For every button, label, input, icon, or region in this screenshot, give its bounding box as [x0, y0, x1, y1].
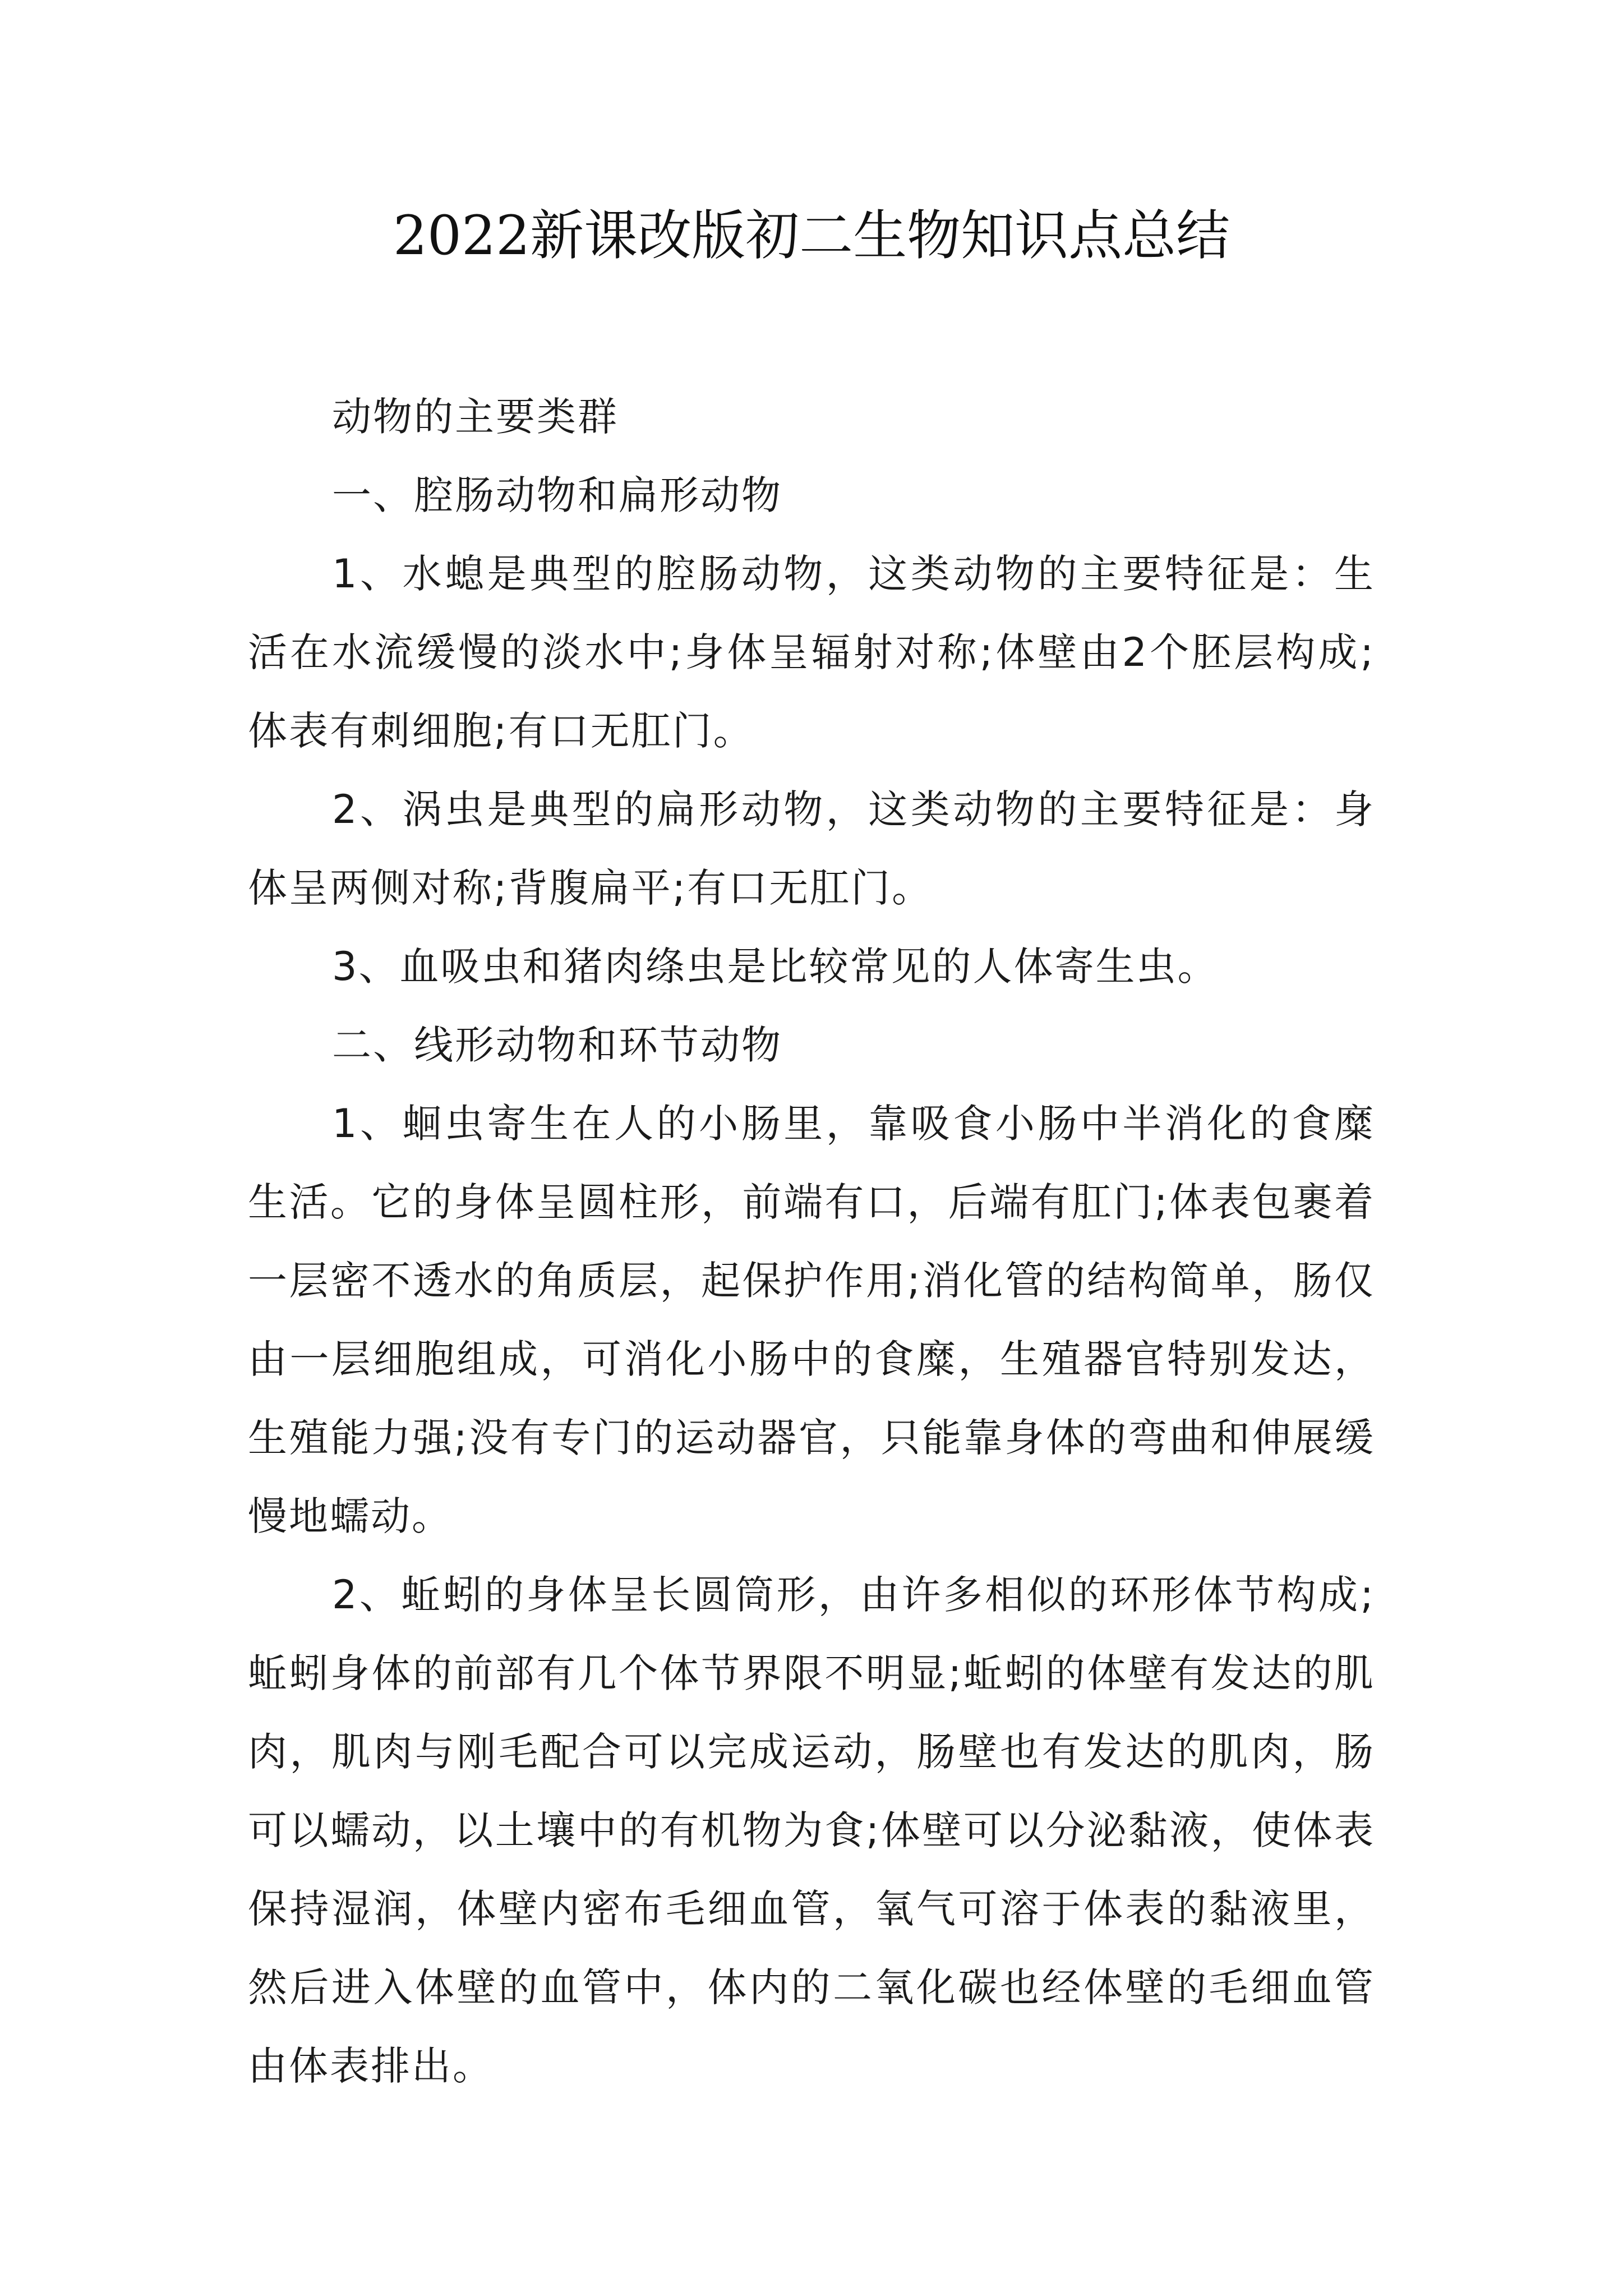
section-heading-coelenterates-flatworms: 一、腔肠动物和扁形动物 — [332, 472, 782, 518]
document-body — [248, 378, 1375, 2105]
section-heading-animal-groups: 动物的主要类群 — [332, 394, 619, 440]
document-title: 2022新课改版初二生物知识点总结 — [393, 204, 1230, 267]
paragraph-parasites: 3、血吸虫和猪肉绦虫是比较常见的人体寄生虫。 — [332, 944, 1219, 990]
paragraph-roundworm: 1、蛔虫寄生在人的小肠里，靠吸食小肠中半消化的食糜生活。它的身体呈圆柱形，前端有口，后端有肛门;体表包裹着一层密不透水的角质层，起保护作用;消化管的结构简单，肠仅由一层细胞组成，可消化小肠中的食糜，生殖器官特别发达，生殖能力强;没有专门的运动器官，只能靠身体的弯曲和伸展缓慢地蠕动。 — [248, 1101, 1375, 1539]
section-heading-nematodes-annelids: 二、线形动物和环节动物 — [332, 1022, 782, 1068]
paragraph-earthworm: 2、蚯蚓的身体呈长圆筒形，由许多相似的环形体节构成;蚯蚓身体的前部有几个体节界限不明显;蚯蚓的体壁有发达的肌肉，肌肉与刚毛配合可以完成运动，肠壁也有发达的肌肉，肠可以蠕动，以土壤中的有机物为食;体壁可以分泌黏液，使体表保持湿润，体壁内密布毛细血管，氧气可溶于体表的黏液里，然后进入体壁的血管中，体内的二氧化碳也经体壁的毛细血管由体表排出。 — [248, 1572, 1375, 2089]
paragraph-planarian: 2、涡虫是典型的扁形动物，这类动物的主要特征是：身体呈两侧对称;背腹扁平;有口无肛门。 — [248, 786, 1375, 911]
paragraph-hydra: 1、水螅是典型的腔肠动物，这类动物的主要特征是：生活在水流缓慢的淡水中;身体呈辐射对称;体壁由2个胚层构成;体表有刺细胞;有口无肛门。 — [248, 551, 1375, 754]
